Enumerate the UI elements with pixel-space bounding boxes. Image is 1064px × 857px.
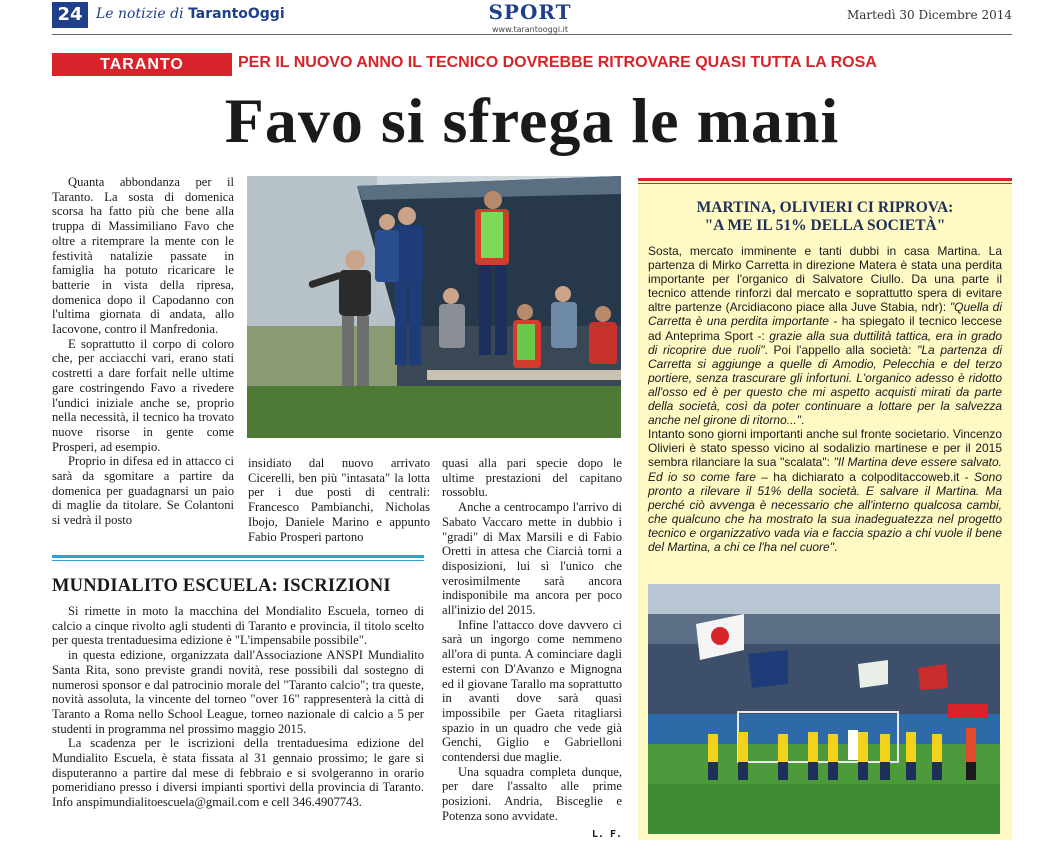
sidebar-top-rule-thin — [638, 183, 1012, 184]
mundialito-body — [52, 604, 424, 810]
article-column-1 — [52, 175, 234, 528]
sidebar-title — [638, 199, 1012, 235]
mundialito-heading: MUNDIALITO ESCUELA: ISCRIZIONI — [52, 576, 391, 596]
sidebar-text: Intanto sono giorni importanti anche sul fronte societario. Vincenzo Olivieri è stato spesso vicino al sodalizio martinese e per il 2015 sembra rilanciare la sua "scalata": — [648, 427, 1002, 470]
publication-prefix: Le notizie di — [96, 6, 184, 22]
sidebar-text: - ha spiegato il tecnico leccese ad Anteprima Sport -: — [648, 314, 1002, 343]
mundialito-paragraph: in questa edizione, organizzata dall'Associazione ANSPI Mundialito Santa Rita, sono previste grandi novità, rese possibili dal sostegno di numerosi sponsor e dal patrocinio morale del "Taranto calcio"; tra queste, novità assoluta, la vincente del torneo "over 16" rappresenterà la città di Taranto a Roma nello School League, torneo nazionale di calcio a 5 per studenti in programma nel prossimo maggio 2015. — [52, 648, 424, 736]
sidebar-quote: "La partenza di Carretta si aggiunge a quelle di Amodio, Pelecchia e del terzo portiere, senza trascurare gli infortuni. L'organico adesso è ridotto all'osso ed è per questo che mi aspetto acquisti mirati da parte della società, così da poter continuare a lottare per la salvezza anche nel girone di ritorno..." — [648, 342, 1003, 428]
sidebar-quote: grazie alla sua duttilità tattica, era in grado di ricoprire due ruoli" — [648, 328, 1002, 357]
article-paragraph: Quanta abbondanza per il Taranto. La sosta di domenica scorsa ha fatto più che bene alla truppa di Massimiliano Favo che oltre a ritemprare la mente con le festività natalizie passate in famiglia ha potuto ricaricare le batterie in vista della ripresa, domenica dopo il Capodanno con l'ultima giornata di andata, allo Iacovone, contro il Manfredonia. — [52, 175, 234, 337]
article-column-2 — [248, 456, 430, 544]
stadium-photo — [648, 584, 1000, 834]
sidebar-top-rule — [638, 178, 1012, 181]
coach-photo — [247, 176, 621, 438]
publication-title: TarantoOggi — [188, 6, 285, 22]
website: www.tarantooggi.it — [492, 25, 568, 34]
sidebar-quote: "Quella di Carretta è una perdita importante — [648, 300, 1002, 329]
section-divider-thin — [52, 560, 424, 561]
header-rule — [52, 34, 1012, 35]
sidebar-title-line-1: MARTINA, OLIVIERI CI RIPROVA: — [696, 199, 954, 216]
article-paragraph: Una squadra completa dunque, per dare l'assalto alle prime posizioni. Andria, Bisceglie e Potenza sono avvidate. — [442, 764, 622, 823]
sidebar-text: – ha dichiarato a colpoditaccoweb.it - — [755, 469, 974, 484]
article-paragraph: Anche a centrocampo l'arrivo di Sabato Vaccaro mette in dubbio i "gradi" di Max Marsili e di Fabio Oretti in attesa che Ciarcià torni a disposizioni, lui sì l'unico che verosimilmente sarà ancora indisponibile ma ancora per poco all'inizio del 2015. — [442, 500, 622, 618]
kicker-label: TARANTO — [52, 53, 232, 76]
sidebar-body — [648, 244, 1002, 554]
publication-name — [96, 6, 285, 22]
section-title: SPORT — [488, 0, 572, 24]
article-paragraph: Infine l'attacco dove davvero ci sarà un ingorgo come nemmeno all'ora di punta. A cominciare dagli esterni con D'Avanzo e Mignogna ed il giovane Tarallo ma soprattutto in avanti dove sarà quasi impossibile per Gaeta ritagliarsi spazio in un quadro che vede già Genchi, Giglio e Gabrielloni contendersi due maglie. — [442, 617, 622, 765]
issue-date: Martedì 30 Dicembre 2014 — [846, 8, 1012, 22]
sidebar-text: . — [833, 539, 838, 554]
mundialito-paragraph: La scadenza per le iscrizioni della trentaduesima edizione del Mundialito Escuela, è stata fissata al 31 gennaio prossimo; le gare si disputeranno a partire dal mese di febbraio e si svolgeranno in orario pomeridiano presso i diversi impianti sportivi della provincia di Taranto. Info anspimundialitoescuela@gmail.com e cell 346.4907743. — [52, 736, 424, 810]
sidebar-text: Sosta, mercato imminente e tanti dubbi in casa Martina. La partenza di Mirko Carretta in direzione Matera è stata una perdita importante per l'organico di Salvatore Ciullo. Da una parte il tecnico attende rinforzi dal mercato e soprattutto spera di evitare altre partenze (Arcidiacono piace alla Juve Stabia, ndr): — [648, 244, 1002, 315]
article-paragraph: quasi alla pari specie dopo le ultime prestazioni del capitano rossoblu. — [442, 456, 622, 500]
article-paragraph: insidiato dal nuovo arrivato Cicerelli, ben più "intasata" la lotta per i due posti di centrali: Francesco Pambianchi, Nicholas Ibojo, Daniele Marino e appunto Fabio Prosperi partono — [248, 456, 430, 544]
page-number: 24 — [52, 2, 88, 28]
sidebar-quote: "Il Martina deve essere salvato. Ed io so come fare — [648, 455, 1002, 484]
author-signature: L. F. — [591, 828, 622, 840]
headline: Favo si sfrega le mani — [224, 85, 840, 156]
sidebar-title-line-2: "A ME IL 51% DELLA SOCIETÀ" — [704, 217, 946, 234]
article-column-3 — [442, 456, 622, 842]
sidebar-text: . — [801, 413, 805, 428]
overline: PER IL NUOVO ANNO IL TECNICO DOVREBBE RITROVARE QUASI TUTTA LA ROSA — [238, 54, 877, 71]
article-paragraph: Proprio in difesa ed in attacco ci sarà da sgomitare a partire da domenica per guadagnarsi un paio di maglie da titolare. Se Colantoni si vedrà il posto — [52, 454, 234, 528]
page-header — [0, 0, 1064, 36]
mundialito-paragraph: Si rimette in moto la macchina del Mondialito Escuela, torneo di calcio a cinque rivolto agli studenti di Taranto e provincia, il titolo scelto per questa trentaduesima edizione è "L'impensabile possibile". — [52, 604, 424, 648]
section-divider — [52, 555, 424, 558]
article-paragraph: E soprattutto il corpo di coloro che, per acciacchi vari, erano stati costretti a dare forfait nelle ultime gare costringendo Favo a rivedere l'undici iniziale anche se, proprio nella necessità, il tecnico ha trovato nuove risorse in gente come Prosperi, ad esempio. — [52, 336, 234, 454]
sidebar-quote: Sono pronto a rilevare il 51% della società. E salvare il Martina. Ma perché ciò avvenga è necessario che all'interno qualcosa cambi, che qualcuno che ha mostrato la sua inadeguatezza nel progetto tecnico e organizzativo vada via e faccia spazio a chi vuole il bene del Martina, a chi ce l'ha nel cuore" — [648, 469, 1002, 554]
sidebar-text: . Poi l'appello alla società: — [764, 342, 918, 357]
